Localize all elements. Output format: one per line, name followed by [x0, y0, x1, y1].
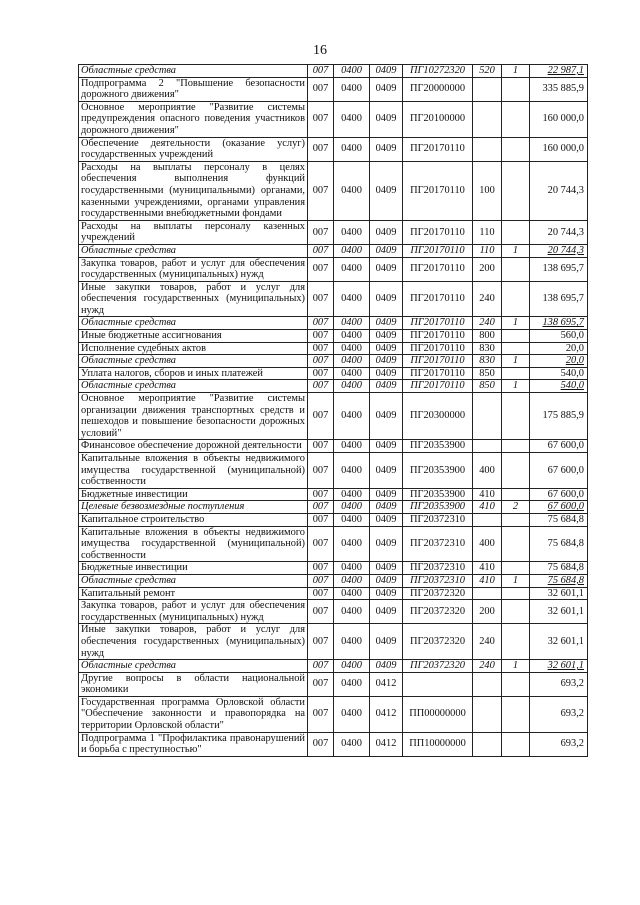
- row-name-cell: Основное мероприятие "Развитие системы организации движения транспортных средств и пешеходов и повышение безопасности дорожных условий": [79, 393, 308, 440]
- row-ministry-code-cell: 007: [308, 440, 334, 453]
- row-target-article-cell: ПГ20170110: [403, 281, 473, 317]
- row-funding-source-cell: [502, 281, 530, 317]
- row-expense-type-cell: [473, 672, 502, 696]
- row-subsection-code-cell: 0412: [370, 672, 403, 696]
- row-ministry-code-cell: 007: [308, 562, 334, 575]
- table-row: [79, 696, 588, 732]
- row-section-code-cell: 0400: [334, 453, 370, 489]
- row-target-article-cell: ПГ20372310: [403, 513, 473, 526]
- row-amount-cell: 693,2: [530, 732, 588, 756]
- row-section-code-cell: 0400: [334, 393, 370, 440]
- row-ministry-code-cell: 007: [308, 488, 334, 501]
- row-amount-cell: 67 600,0: [530, 501, 588, 514]
- row-funding-source-cell: [502, 600, 530, 624]
- row-section-code-cell: 0400: [334, 257, 370, 281]
- row-ministry-code-cell: 007: [308, 220, 334, 244]
- row-target-article-cell: ПГ20170110: [403, 161, 473, 220]
- row-subsection-code-cell: 0412: [370, 732, 403, 756]
- row-target-article-cell: ПГ10272320: [403, 65, 473, 78]
- row-amount-cell: 540,0: [530, 380, 588, 393]
- row-name-cell: Капитальное строительство: [79, 513, 308, 526]
- row-name-cell: Уплата налогов, сборов и иных платежей: [79, 367, 308, 380]
- row-expense-type-cell: 800: [473, 330, 502, 343]
- row-amount-cell: 693,2: [530, 672, 588, 696]
- row-funding-source-cell: [502, 672, 530, 696]
- row-section-code-cell: 0400: [334, 281, 370, 317]
- row-funding-source-cell: [502, 562, 530, 575]
- row-target-article-cell: ПГ20170110: [403, 137, 473, 161]
- row-section-code-cell: 0400: [334, 137, 370, 161]
- table-row: [79, 587, 588, 600]
- row-subsection-code-cell: 0409: [370, 257, 403, 281]
- row-name-cell: Областные средства: [79, 317, 308, 330]
- row-subsection-code-cell: 0409: [370, 137, 403, 161]
- row-name-cell: Подпрограмма 2 "Повышение безопасности дорожного движения": [79, 77, 308, 101]
- funding-source-row: [79, 355, 588, 368]
- row-section-code-cell: 0400: [334, 672, 370, 696]
- row-expense-type-cell: [473, 440, 502, 453]
- row-target-article-cell: ПГ20353900: [403, 440, 473, 453]
- row-funding-source-cell: [502, 587, 530, 600]
- row-section-code-cell: 0400: [334, 696, 370, 732]
- table-row: [79, 220, 588, 244]
- row-ministry-code-cell: 007: [308, 355, 334, 368]
- row-amount-cell: 160 000,0: [530, 101, 588, 137]
- row-funding-source-cell: 1: [502, 317, 530, 330]
- row-expense-type-cell: 240: [473, 281, 502, 317]
- row-target-article-cell: ПГ20170110: [403, 330, 473, 343]
- row-name-cell: Иные закупки товаров, работ и услуг для обеспечения государственных (муниципальных) нужд: [79, 624, 308, 660]
- row-funding-source-cell: 1: [502, 660, 530, 673]
- row-amount-cell: 20 744,3: [530, 244, 588, 257]
- table-row: [79, 137, 588, 161]
- row-subsection-code-cell: 0409: [370, 342, 403, 355]
- row-amount-cell: 335 885,9: [530, 77, 588, 101]
- row-expense-type-cell: 100: [473, 161, 502, 220]
- row-expense-type-cell: [473, 513, 502, 526]
- row-amount-cell: 20 744,3: [530, 220, 588, 244]
- row-subsection-code-cell: 0409: [370, 380, 403, 393]
- row-subsection-code-cell: 0409: [370, 660, 403, 673]
- row-subsection-code-cell: 0409: [370, 65, 403, 78]
- row-funding-source-cell: [502, 137, 530, 161]
- row-target-article-cell: ПГ20300000: [403, 393, 473, 440]
- row-subsection-code-cell: 0409: [370, 161, 403, 220]
- row-name-cell: Капитальные вложения в объекты недвижимого имущества государственной (муниципальной) собственности: [79, 526, 308, 562]
- row-amount-cell: 693,2: [530, 696, 588, 732]
- row-amount-cell: 138 695,7: [530, 317, 588, 330]
- table-row: [79, 562, 588, 575]
- row-expense-type-cell: 410: [473, 574, 502, 587]
- row-section-code-cell: 0400: [334, 660, 370, 673]
- table-row: [79, 101, 588, 137]
- row-ministry-code-cell: 007: [308, 101, 334, 137]
- row-section-code-cell: 0400: [334, 624, 370, 660]
- row-ministry-code-cell: 007: [308, 281, 334, 317]
- row-amount-cell: 22 987,1: [530, 65, 588, 78]
- row-amount-cell: 138 695,7: [530, 281, 588, 317]
- row-funding-source-cell: [502, 101, 530, 137]
- row-funding-source-cell: [502, 526, 530, 562]
- row-target-article-cell: ПГ20000000: [403, 77, 473, 101]
- row-target-article-cell: ПГ20170110: [403, 257, 473, 281]
- row-target-article-cell: ПГ20170110: [403, 367, 473, 380]
- row-section-code-cell: 0400: [334, 101, 370, 137]
- row-subsection-code-cell: 0409: [370, 501, 403, 514]
- row-amount-cell: 75 684,8: [530, 574, 588, 587]
- row-subsection-code-cell: 0409: [370, 574, 403, 587]
- row-name-cell: Другие вопросы в области национальной экономики: [79, 672, 308, 696]
- row-subsection-code-cell: 0409: [370, 393, 403, 440]
- table-row: [79, 732, 588, 756]
- row-ministry-code-cell: 007: [308, 330, 334, 343]
- row-funding-source-cell: [502, 330, 530, 343]
- row-expense-type-cell: [473, 393, 502, 440]
- row-ministry-code-cell: 007: [308, 77, 334, 101]
- row-section-code-cell: 0400: [334, 367, 370, 380]
- row-ministry-code-cell: 007: [308, 367, 334, 380]
- row-funding-source-cell: 1: [502, 574, 530, 587]
- row-expense-type-cell: [473, 77, 502, 101]
- budget-table-body: [79, 65, 588, 757]
- row-section-code-cell: 0400: [334, 526, 370, 562]
- row-funding-source-cell: [502, 440, 530, 453]
- row-name-cell: Целевые безвозмездные поступления: [79, 501, 308, 514]
- row-ministry-code-cell: 007: [308, 624, 334, 660]
- row-section-code-cell: 0400: [334, 355, 370, 368]
- row-section-code-cell: 0400: [334, 244, 370, 257]
- row-name-cell: Финансовое обеспечение дорожной деятельности: [79, 440, 308, 453]
- row-subsection-code-cell: 0409: [370, 281, 403, 317]
- row-expense-type-cell: [473, 732, 502, 756]
- row-name-cell: Областные средства: [79, 574, 308, 587]
- row-funding-source-cell: [502, 367, 530, 380]
- funding-source-row: [79, 317, 588, 330]
- row-subsection-code-cell: 0409: [370, 244, 403, 257]
- row-expense-type-cell: [473, 696, 502, 732]
- row-expense-type-cell: 240: [473, 624, 502, 660]
- row-target-article-cell: ПГ20353900: [403, 453, 473, 489]
- row-amount-cell: 67 600,0: [530, 488, 588, 501]
- row-name-cell: Областные средства: [79, 380, 308, 393]
- row-subsection-code-cell: 0409: [370, 367, 403, 380]
- row-amount-cell: 67 600,0: [530, 440, 588, 453]
- row-amount-cell: 32 601,1: [530, 600, 588, 624]
- row-ministry-code-cell: 007: [308, 380, 334, 393]
- row-ministry-code-cell: 007: [308, 526, 334, 562]
- row-target-article-cell: ПГ20372320: [403, 624, 473, 660]
- row-subsection-code-cell: 0409: [370, 355, 403, 368]
- row-ministry-code-cell: 007: [308, 513, 334, 526]
- row-subsection-code-cell: 0409: [370, 513, 403, 526]
- row-ministry-code-cell: 007: [308, 732, 334, 756]
- row-amount-cell: 32 601,1: [530, 587, 588, 600]
- row-amount-cell: 32 601,1: [530, 624, 588, 660]
- row-ministry-code-cell: 007: [308, 453, 334, 489]
- row-amount-cell: 20,0: [530, 342, 588, 355]
- row-section-code-cell: 0400: [334, 317, 370, 330]
- table-row: [79, 513, 588, 526]
- row-expense-type-cell: 850: [473, 380, 502, 393]
- row-section-code-cell: 0400: [334, 732, 370, 756]
- funding-source-row: [79, 574, 588, 587]
- row-subsection-code-cell: 0409: [370, 587, 403, 600]
- row-amount-cell: 138 695,7: [530, 257, 588, 281]
- row-ministry-code-cell: 007: [308, 257, 334, 281]
- row-ministry-code-cell: 007: [308, 317, 334, 330]
- row-name-cell: Подпрограмма 1 "Профилактика правонарушений и борьба с преступностью": [79, 732, 308, 756]
- row-ministry-code-cell: 007: [308, 574, 334, 587]
- funding-source-row: [79, 501, 588, 514]
- row-funding-source-cell: [502, 732, 530, 756]
- row-funding-source-cell: [502, 453, 530, 489]
- row-expense-type-cell: 520: [473, 65, 502, 78]
- row-name-cell: Государственная программа Орловской области "Обеспечение законности и правопорядка на территории Орловской области": [79, 696, 308, 732]
- row-funding-source-cell: [502, 342, 530, 355]
- row-expense-type-cell: 400: [473, 526, 502, 562]
- row-name-cell: Расходы на выплаты персоналу в целях обеспечения выполнения функций государственными (муниципальными) органами, казенными учреждениями, органами управления государственными внебюджетными фондами: [79, 161, 308, 220]
- row-expense-type-cell: [473, 101, 502, 137]
- row-ministry-code-cell: 007: [308, 342, 334, 355]
- row-name-cell: Иные бюджетные ассигнования: [79, 330, 308, 343]
- row-expense-type-cell: [473, 137, 502, 161]
- row-target-article-cell: ПГ20170110: [403, 342, 473, 355]
- row-amount-cell: 540,0: [530, 367, 588, 380]
- row-ministry-code-cell: 007: [308, 660, 334, 673]
- row-section-code-cell: 0400: [334, 440, 370, 453]
- table-row: [79, 453, 588, 489]
- row-subsection-code-cell: 0409: [370, 562, 403, 575]
- row-section-code-cell: 0400: [334, 330, 370, 343]
- row-name-cell: Областные средства: [79, 244, 308, 257]
- row-name-cell: Областные средства: [79, 660, 308, 673]
- row-funding-source-cell: [502, 513, 530, 526]
- row-ministry-code-cell: 007: [308, 393, 334, 440]
- row-target-article-cell: ПГ20170110: [403, 317, 473, 330]
- row-section-code-cell: 0400: [334, 161, 370, 220]
- row-subsection-code-cell: 0409: [370, 453, 403, 489]
- row-target-article-cell: ПГ20372310: [403, 562, 473, 575]
- row-expense-type-cell: 200: [473, 257, 502, 281]
- row-section-code-cell: 0400: [334, 562, 370, 575]
- row-expense-type-cell: 240: [473, 317, 502, 330]
- table-row: [79, 281, 588, 317]
- row-target-article-cell: ПП00000000: [403, 696, 473, 732]
- row-section-code-cell: 0400: [334, 220, 370, 244]
- row-expense-type-cell: 410: [473, 562, 502, 575]
- row-section-code-cell: 0400: [334, 501, 370, 514]
- row-subsection-code-cell: 0409: [370, 600, 403, 624]
- row-section-code-cell: 0400: [334, 77, 370, 101]
- row-ministry-code-cell: 007: [308, 65, 334, 78]
- row-funding-source-cell: [502, 488, 530, 501]
- row-ministry-code-cell: 007: [308, 696, 334, 732]
- row-target-article-cell: ПГ20372320: [403, 587, 473, 600]
- row-name-cell: Закупка товаров, работ и услуг для обеспечения государственных (муниципальных) нужд: [79, 600, 308, 624]
- row-amount-cell: 75 684,8: [530, 562, 588, 575]
- row-target-article-cell: ПГ20372310: [403, 526, 473, 562]
- row-funding-source-cell: 1: [502, 244, 530, 257]
- row-name-cell: Исполнение судебных актов: [79, 342, 308, 355]
- row-amount-cell: 160 000,0: [530, 137, 588, 161]
- row-expense-type-cell: 110: [473, 244, 502, 257]
- row-ministry-code-cell: 007: [308, 672, 334, 696]
- row-target-article-cell: ПГ20170110: [403, 244, 473, 257]
- row-funding-source-cell: [502, 393, 530, 440]
- row-section-code-cell: 0400: [334, 513, 370, 526]
- row-expense-type-cell: 830: [473, 355, 502, 368]
- row-amount-cell: 560,0: [530, 330, 588, 343]
- table-row: [79, 624, 588, 660]
- row-expense-type-cell: 830: [473, 342, 502, 355]
- table-row: [79, 440, 588, 453]
- row-amount-cell: 20,0: [530, 355, 588, 368]
- table-row: [79, 600, 588, 624]
- row-subsection-code-cell: 0409: [370, 330, 403, 343]
- funding-source-row: [79, 380, 588, 393]
- funding-source-row: [79, 65, 588, 78]
- row-subsection-code-cell: 0409: [370, 317, 403, 330]
- table-row: [79, 330, 588, 343]
- row-amount-cell: 175 885,9: [530, 393, 588, 440]
- row-subsection-code-cell: 0412: [370, 696, 403, 732]
- row-expense-type-cell: [473, 587, 502, 600]
- row-funding-source-cell: [502, 257, 530, 281]
- row-section-code-cell: 0400: [334, 488, 370, 501]
- table-row: [79, 672, 588, 696]
- row-target-article-cell: ПП10000000: [403, 732, 473, 756]
- row-amount-cell: 67 600,0: [530, 453, 588, 489]
- row-subsection-code-cell: 0409: [370, 624, 403, 660]
- row-section-code-cell: 0400: [334, 574, 370, 587]
- row-target-article-cell: ПГ20372320: [403, 660, 473, 673]
- table-row: [79, 526, 588, 562]
- row-section-code-cell: 0400: [334, 600, 370, 624]
- row-funding-source-cell: [502, 77, 530, 101]
- row-name-cell: Основное мероприятие "Развитие системы предупреждения опасного поведения участников дорожного движения": [79, 101, 308, 137]
- row-section-code-cell: 0400: [334, 342, 370, 355]
- funding-source-row: [79, 244, 588, 257]
- row-expense-type-cell: 850: [473, 367, 502, 380]
- row-subsection-code-cell: 0409: [370, 526, 403, 562]
- row-target-article-cell: ПГ20170110: [403, 220, 473, 244]
- row-target-article-cell: ПГ20170110: [403, 355, 473, 368]
- row-subsection-code-cell: 0409: [370, 220, 403, 244]
- row-subsection-code-cell: 0409: [370, 488, 403, 501]
- table-row: [79, 488, 588, 501]
- funding-source-row: [79, 660, 588, 673]
- row-target-article-cell: ПГ20100000: [403, 101, 473, 137]
- row-amount-cell: 32 601,1: [530, 660, 588, 673]
- row-target-article-cell: ПГ20353900: [403, 501, 473, 514]
- row-subsection-code-cell: 0409: [370, 101, 403, 137]
- row-subsection-code-cell: 0409: [370, 77, 403, 101]
- row-amount-cell: 20 744,3: [530, 161, 588, 220]
- table-row: [79, 257, 588, 281]
- row-section-code-cell: 0400: [334, 65, 370, 78]
- row-funding-source-cell: 1: [502, 355, 530, 368]
- row-ministry-code-cell: 007: [308, 244, 334, 257]
- row-name-cell: Расходы на выплаты персоналу казенных учреждений: [79, 220, 308, 244]
- row-target-article-cell: ПГ20353900: [403, 488, 473, 501]
- row-ministry-code-cell: 007: [308, 501, 334, 514]
- row-target-article-cell: [403, 672, 473, 696]
- row-name-cell: Обеспечение деятельности (оказание услуг) государственных учреждений: [79, 137, 308, 161]
- row-expense-type-cell: 110: [473, 220, 502, 244]
- row-expense-type-cell: 240: [473, 660, 502, 673]
- row-target-article-cell: ПГ20372320: [403, 600, 473, 624]
- row-amount-cell: 75 684,8: [530, 526, 588, 562]
- row-name-cell: Областные средства: [79, 355, 308, 368]
- budget-table: [78, 64, 588, 757]
- row-name-cell: Капитальные вложения в объекты недвижимого имущества государственной (муниципальной) собственности: [79, 453, 308, 489]
- page-number: 16: [313, 43, 327, 58]
- table-row: [79, 161, 588, 220]
- row-expense-type-cell: 410: [473, 488, 502, 501]
- row-funding-source-cell: [502, 696, 530, 732]
- row-name-cell: Закупка товаров, работ и услуг для обеспечения государственных (муниципальных) нужд: [79, 257, 308, 281]
- row-expense-type-cell: 400: [473, 453, 502, 489]
- row-target-article-cell: ПГ20170110: [403, 380, 473, 393]
- row-ministry-code-cell: 007: [308, 600, 334, 624]
- row-funding-source-cell: [502, 624, 530, 660]
- row-amount-cell: 75 684,8: [530, 513, 588, 526]
- row-funding-source-cell: 1: [502, 380, 530, 393]
- row-expense-type-cell: 200: [473, 600, 502, 624]
- row-name-cell: Бюджетные инвестиции: [79, 562, 308, 575]
- row-subsection-code-cell: 0409: [370, 440, 403, 453]
- table-row: [79, 342, 588, 355]
- row-section-code-cell: 0400: [334, 380, 370, 393]
- row-name-cell: Иные закупки товаров, работ и услуг для обеспечения государственных (муниципальных) нужд: [79, 281, 308, 317]
- table-row: [79, 367, 588, 380]
- row-name-cell: Бюджетные инвестиции: [79, 488, 308, 501]
- row-ministry-code-cell: 007: [308, 587, 334, 600]
- row-funding-source-cell: 1: [502, 65, 530, 78]
- row-funding-source-cell: [502, 220, 530, 244]
- row-ministry-code-cell: 007: [308, 137, 334, 161]
- row-target-article-cell: ПГ20372310: [403, 574, 473, 587]
- row-name-cell: Областные средства: [79, 65, 308, 78]
- row-expense-type-cell: 410: [473, 501, 502, 514]
- row-name-cell: Капитальный ремонт: [79, 587, 308, 600]
- row-ministry-code-cell: 007: [308, 161, 334, 220]
- table-row: [79, 77, 588, 101]
- table-row: [79, 393, 588, 440]
- row-section-code-cell: 0400: [334, 587, 370, 600]
- row-funding-source-cell: 2: [502, 501, 530, 514]
- row-funding-source-cell: [502, 161, 530, 220]
